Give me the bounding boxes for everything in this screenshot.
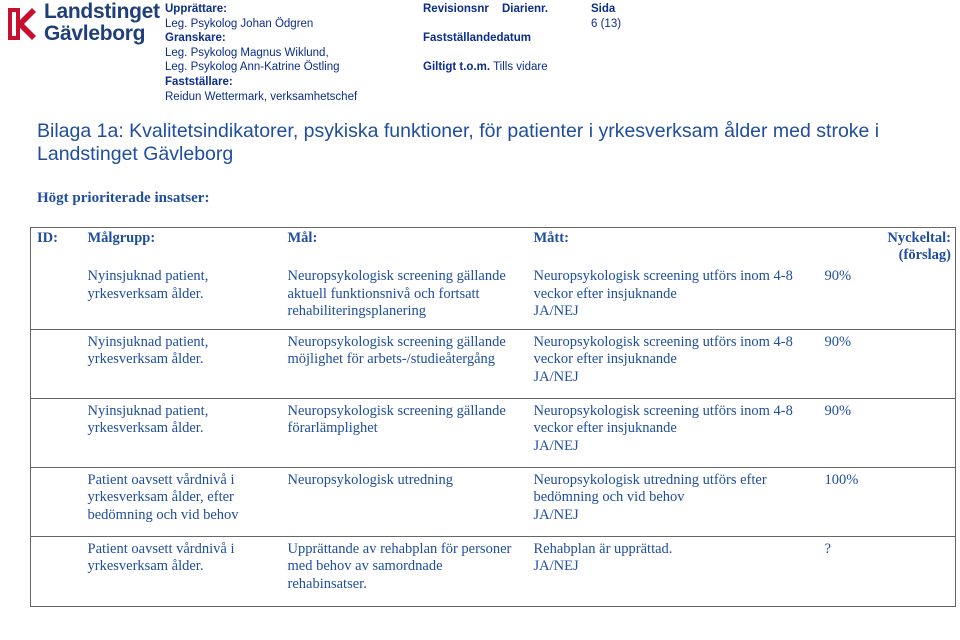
faststallandedatum-label: Fastställandedatum (423, 32, 531, 45)
cell-matt-line: JA/NEJ (533, 506, 579, 523)
cell-nyckeltal (822, 398, 956, 467)
cell-matt (534, 264, 822, 329)
cell-matt-line: Neuropsykologisk screening utförs inom 4-8 (533, 333, 793, 350)
cell-mal (288, 329, 534, 398)
header-nyckeltal: Nyckeltal: (887, 230, 951, 246)
header-nyckeltal-forslag: (förslag) (898, 247, 951, 263)
cell-id (31, 264, 88, 329)
cell-nyckeltal-line: 90% (824, 268, 852, 284)
cell-mal-line: rehabiliteringsplanering (287, 303, 427, 319)
cell-malgrupp (88, 467, 288, 536)
cell-matt-line: JA/NEJ (533, 303, 579, 319)
document-title: Bilaga 1a: Kvalitetsindikatorer, psykiska funktioner, för patienter i yrkesverksam ålder med stroke i Landstinget Gävleborg (37, 120, 880, 165)
cell-mal-line: möjlighet för arbets-/studieåtergång (287, 351, 496, 367)
cell-mal (288, 398, 534, 467)
cell-mal-line: aktuell funktionsnivå och fortsatt (287, 285, 480, 302)
header-matt: Mått: (533, 230, 569, 246)
cell-malgrupp-line: bedömning och vid behov (87, 506, 239, 523)
header-id: ID: (37, 230, 58, 246)
cell-mal (288, 536, 534, 606)
cell-id (31, 536, 88, 606)
cell-mal-line: förarlämplighet (287, 420, 378, 436)
cell-matt-line: veckor efter insjuknande (533, 351, 677, 367)
cell-malgrupp-line: yrkesverksam ålder. (87, 351, 204, 367)
cell-mal (288, 264, 534, 329)
granskare-label: Granskare: (165, 32, 226, 45)
cell-nyckeltal-line: 90% (824, 402, 852, 419)
sida-value: 6 (13) (591, 17, 622, 30)
upprattare-value: Leg. Psykolog Johan Ödgren (165, 17, 314, 30)
cell-matt (534, 398, 822, 467)
table-row (31, 329, 956, 398)
cell-matt (534, 467, 822, 536)
cell-matt-line: Neuropsykologisk screening utförs inom 4-8 (533, 268, 793, 284)
cell-mal-line: Neuropsykologisk utredning (287, 471, 454, 488)
table-row (31, 264, 956, 329)
cell-mal-line: Neuropsykologisk screening gällande (287, 333, 506, 350)
cell-malgrupp-line: Nyinsjuknad patient, (87, 402, 209, 419)
cell-matt-line: JA/NEJ (533, 558, 579, 574)
indicator-table (30, 227, 956, 607)
cell-malgrupp (88, 264, 288, 329)
cell-matt-line: bedömning och vid behov (533, 489, 685, 505)
cell-matt-line: veckor efter insjuknande (533, 285, 677, 302)
cell-nyckeltal-line: 90% (824, 333, 852, 350)
cell-malgrupp (88, 398, 288, 467)
cell-nyckeltal-line: ? (824, 540, 831, 557)
cell-matt-line: veckor efter insjuknande (533, 420, 677, 436)
cell-mal-line: Upprättande av rehabplan för personer (287, 540, 512, 557)
table-row (31, 398, 956, 467)
section-subtitle: Högt prioriterade insatser: (37, 190, 210, 206)
cell-id (31, 398, 88, 467)
cell-malgrupp-line: Patient oavsett vårdnivå i (87, 471, 235, 488)
cell-matt-line: Rehabplan är upprättad. (533, 540, 673, 557)
revisionsnr-label: Revisionsnr (423, 3, 489, 15)
cell-nyckeltal-line: 100% (824, 471, 859, 488)
cell-mal-line: Neuropsykologisk screening gällande (287, 268, 506, 284)
faststallare-label: Fastställare: (165, 75, 233, 88)
cell-malgrupp-line: yrkesverksam ålder. (87, 285, 204, 302)
logo-line-2: Gävleborg (44, 22, 146, 45)
cell-matt (534, 329, 822, 398)
cell-id (31, 467, 88, 536)
cell-id (31, 329, 88, 398)
giltigt-value: Tills vidare (493, 61, 548, 74)
granskare-value-2: Leg. Psykolog Ann-Katrine Östling (165, 61, 340, 74)
giltigt-label: Giltigt t.o.m. (423, 61, 491, 74)
sida-label: Sida (591, 3, 616, 15)
table-row (31, 467, 956, 536)
cell-mal-line: med behov av samordnade (287, 558, 443, 574)
cell-nyckeltal (822, 329, 956, 398)
table-header-row (31, 228, 956, 265)
cell-matt-line: JA/NEJ (533, 437, 579, 454)
cell-mal-line: Neuropsykologisk screening gällande (287, 402, 506, 419)
cell-matt-line: Neuropsykologisk utredning utförs efter (533, 471, 767, 488)
cell-malgrupp-line: yrkesverksam ålder, efter (87, 489, 234, 505)
landstinget-logo-icon (6, 4, 38, 44)
cell-nyckeltal (822, 264, 956, 329)
header-page-block (591, 2, 621, 31)
cell-matt (534, 536, 822, 606)
cell-matt-line: JA/NEJ (533, 368, 579, 385)
cell-matt-line: Neuropsykologisk screening utförs inom 4-8 (533, 402, 793, 419)
table-row (31, 536, 956, 606)
cell-malgrupp-line: Nyinsjuknad patient, (87, 268, 209, 284)
cell-malgrupp-line: yrkesverksam ålder. (87, 558, 204, 574)
cell-nyckeltal (822, 467, 956, 536)
cell-malgrupp (88, 329, 288, 398)
logo (6, 2, 161, 46)
cell-malgrupp-line: yrkesverksam ålder. (87, 420, 204, 436)
cell-malgrupp-line: Nyinsjuknad patient, (87, 333, 209, 350)
header-author-block (165, 2, 357, 104)
header-malgrupp: Målgrupp: (87, 230, 156, 246)
cell-nyckeltal (822, 536, 956, 606)
cell-malgrupp (88, 536, 288, 606)
faststallare-value: Reidun Wettermark, verksamhetschef (165, 90, 358, 103)
cell-mal (288, 467, 534, 536)
granskare-value-1: Leg. Psykolog Magnus Wiklund, (165, 46, 329, 59)
header-diarienr (502, 2, 548, 17)
cell-malgrupp-line: Patient oavsett vårdnivå i (87, 540, 235, 557)
diarienr-label: Diarienr. (502, 3, 549, 15)
logo-line-1: Landstinget (44, 0, 160, 23)
header-mal: Mål: (287, 230, 318, 246)
upprattare-label: Upprättare: (165, 3, 227, 15)
cell-mal-line: rehabinsatser. (287, 575, 367, 592)
